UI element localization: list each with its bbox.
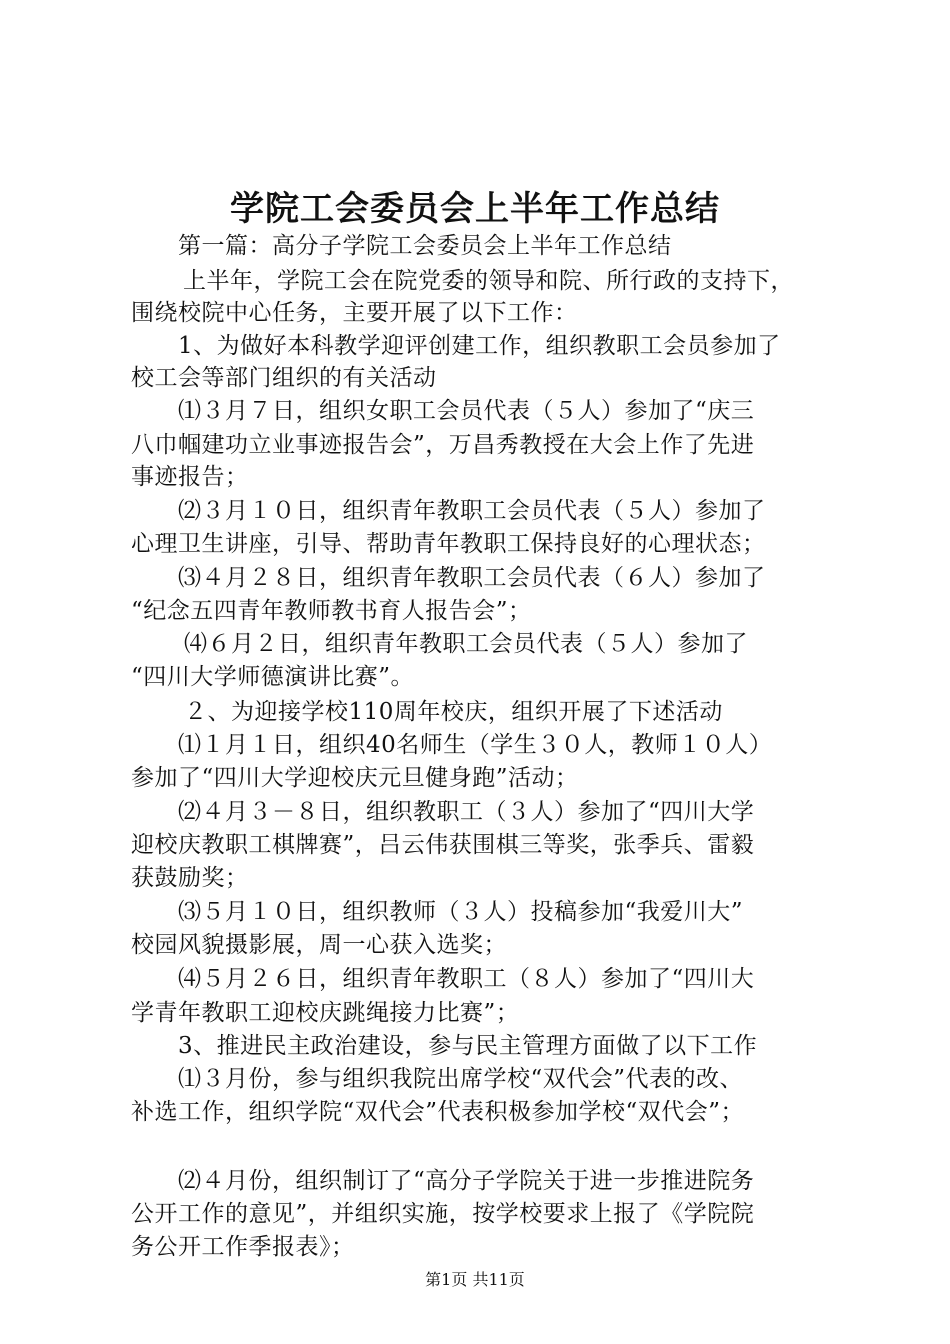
text-line: 上半年，学院工会在院党委的领导和院、所行政的支持下，	[183, 268, 794, 294]
text-line: ⑵４月份，组织制订了“高分子学院关于进一步推进院务	[178, 1168, 755, 1194]
text-line: 第一篇：高分子学院工会委员会上半年工作总结	[178, 233, 672, 259]
text-line: 补选工作，组织学院“双代会”代表积极参加学校“双代会”；	[131, 1099, 745, 1125]
text-line: 1、为做好本科教学迎评创建工作，组织教职工会员参加了	[178, 333, 781, 359]
text-line: 围绕校院中心任务，主要开展了以下工作：	[131, 300, 578, 326]
text-line: 获鼓励奖；	[131, 865, 249, 891]
text-line: 3、推进民主政治建设，参与民主管理方面做了以下工作	[178, 1033, 758, 1059]
text-line: 公开工作的意见”，并组织实施，按学校要求上报了《学院院	[131, 1201, 755, 1227]
text-line: 校工会等部门组织的有关活动	[131, 365, 437, 391]
text-line: 参加了“四川大学迎校庆元旦健身跑”活动；	[131, 765, 579, 791]
page-footer: 第1页 共11页	[425, 1270, 525, 1289]
text-line: “纪念五四青年教师教书育人报告会”；	[131, 598, 532, 624]
text-line: ⑷５月２６日，组织青年教职工（８人）参加了“四川大	[178, 966, 755, 992]
text-line: 迎校庆教职工棋牌赛”，吕云伟获围棋三等奖，张季兵、雷毅	[131, 832, 755, 858]
text-line: 心理卫生讲座，引导、帮助青年教职工保持良好的心理状态；	[131, 531, 766, 557]
text-line: ⑵４月３－８日，组织教职工（３人）参加了“四川大学	[178, 799, 755, 825]
text-line: “四川大学师德演讲比赛”。	[131, 664, 415, 690]
text-line: ⑶４月２８日，组织青年教职工会员代表（６人）参加了	[178, 565, 766, 591]
text-line: ２、为迎接学校110周年校庆，组织开展了下述活动	[184, 699, 723, 725]
text-line: ⑴１月１日，组织40名师生（学生３０人，教师１０人）	[178, 732, 773, 758]
text-line: ⑷６月２日，组织青年教职工会员代表（５人）参加了	[184, 631, 748, 657]
text-line: ⑴３月份，参与组织我院出席学校“双代会”代表的改、	[178, 1066, 744, 1092]
text-line: ⑴３月７日，组织女职工会员代表（５人）参加了“庆三	[178, 398, 755, 424]
text-line: 校园风貌摄影展，周一心获入选奖；	[131, 932, 507, 958]
document-title: 学院工会委员会上半年工作总结	[230, 189, 720, 229]
text-line: 事迹报告；	[131, 464, 249, 490]
text-line: 八巾帼建功立业事迹报告会”，万昌秀教授在大会上作了先进	[131, 432, 755, 458]
text-line: 务公开工作季报表》；	[131, 1234, 355, 1260]
text-line: 学青年教职工迎校庆跳绳接力比赛”；	[131, 1000, 520, 1026]
text-line: ⑶５月１０日，组织教师（３人）投稿参加“我爱川大”	[178, 899, 744, 925]
text-line: ⑵３月１０日，组织青年教职工会员代表（５人）参加了	[178, 498, 766, 524]
